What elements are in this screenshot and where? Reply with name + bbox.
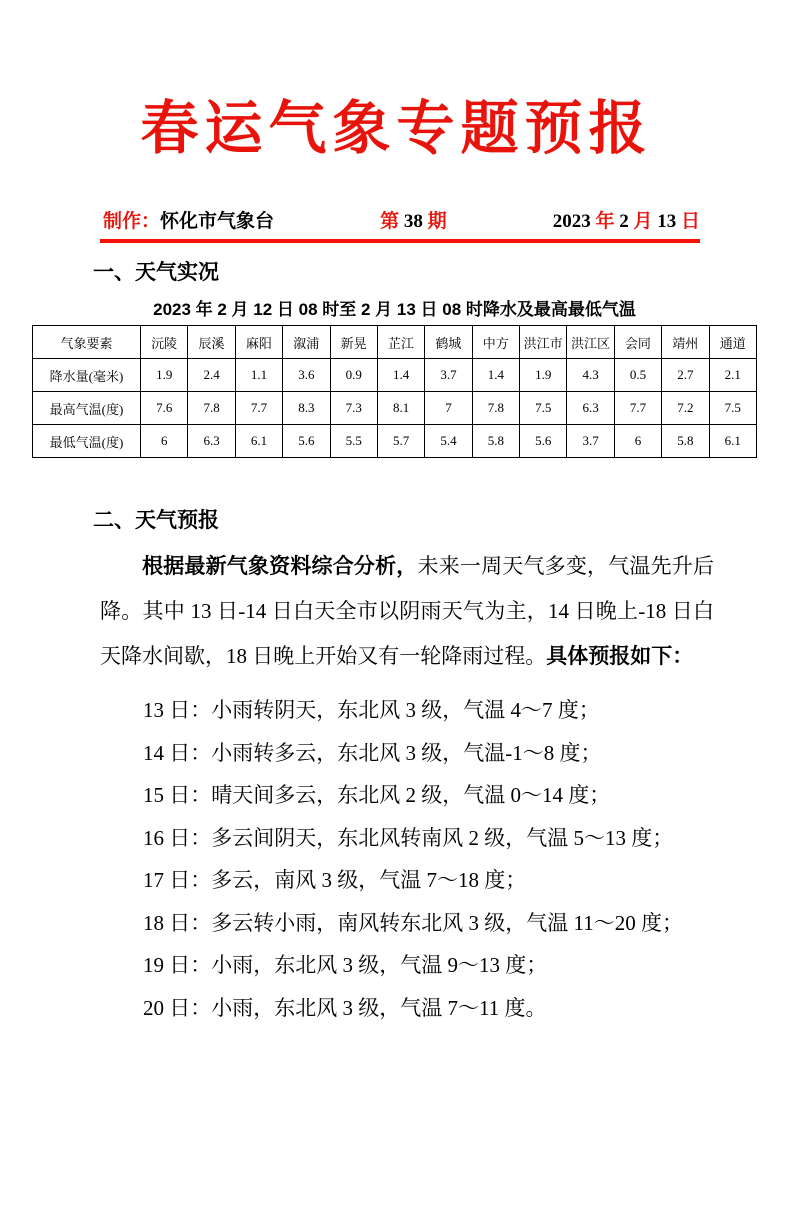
section1-heading: 一、天气实况 [93, 261, 219, 284]
table-cell-value: 1.4 [472, 359, 519, 392]
table-row [33, 392, 757, 425]
table-cell-value: 0.5 [614, 359, 661, 392]
table-cell-value: 1.9 [520, 359, 567, 392]
table-row-label: 降水量(毫米) [33, 359, 141, 392]
date-month: 2 [614, 211, 634, 232]
forecast-item: 16 日：多云间阴天，东北风转南风 2 级，气温 5～13 度； [143, 825, 674, 850]
table-cell-value: 2.4 [188, 359, 235, 392]
table-cell-value: 7.6 [141, 392, 188, 425]
observation-table-body [33, 326, 757, 458]
table-row [33, 359, 757, 392]
forecast-item: 14 日：小雨转多云，东北风 3 级，气温-1～8 度； [143, 740, 602, 765]
table-cell-value: 5.8 [472, 425, 519, 458]
table-cell-value: 5.8 [662, 425, 709, 458]
table-cell-value: 6.1 [709, 425, 757, 458]
forecast-item: 15 日：晴天间多云，东北风 2 级，气温 0～14 度； [143, 783, 611, 807]
table-header-station: 通道 [709, 326, 757, 359]
table-cell-value: 5.6 [520, 425, 567, 458]
producer-value: 怀化市气象台 [160, 211, 275, 232]
issue-value: 38 [399, 211, 428, 232]
table-cell-value: 1.9 [141, 359, 188, 392]
table-cell-value: 8.1 [377, 392, 424, 425]
document-page [0, 86, 793, 1208]
forecast-item: 17 日：多云，南风 3 级，气温 7～18 度； [143, 868, 527, 892]
table-cell-value: 5.6 [283, 425, 330, 458]
table-cell-value: 7.8 [188, 392, 235, 425]
table-cell-value: 7.7 [614, 392, 661, 425]
table-cell-value: 7.2 [662, 392, 709, 425]
table-header-station: 中方 [472, 326, 519, 359]
table-cell-value: 7.5 [520, 392, 567, 425]
observation-table [32, 325, 757, 458]
table-header-station: 麻阳 [235, 326, 282, 359]
table-header-element: 气象要素 [33, 326, 141, 359]
issue-number [380, 206, 447, 233]
forecast-item: 13 日：小雨转阴天，东北风 3 级，气温 4～7 度； [143, 698, 600, 722]
table-cell-value: 3.7 [567, 425, 614, 458]
table-header-station: 沅陵 [141, 326, 188, 359]
masthead-divider-rule [100, 239, 700, 243]
table-header-station: 溆浦 [283, 326, 330, 359]
document-title: 春运气象专题预报 [140, 94, 653, 162]
date-month-unit: 月 [633, 211, 653, 232]
table-cell-value: 5.4 [425, 425, 472, 458]
issue-date [553, 206, 700, 233]
masthead-meta-row [103, 206, 700, 233]
daily-forecast-list [143, 699, 793, 1019]
producer [103, 206, 274, 233]
table-header-station: 靖州 [662, 326, 709, 359]
table-cell-value: 7 [425, 392, 472, 425]
table-header-station: 芷江 [377, 326, 424, 359]
table-header-station: 洪江区 [567, 326, 614, 359]
table-cell-value: 2.7 [662, 359, 709, 392]
table-cell-value: 7.7 [235, 392, 282, 425]
issue-suffix: 期 [427, 211, 447, 232]
table-header-station: 洪江市 [520, 326, 567, 359]
section2-heading: 二、天气预报 [93, 509, 219, 532]
forecast-item: 20 日：小雨，东北风 3 级，气温 7～11 度。 [143, 995, 547, 1020]
forecast-item: 18 日：多云转小雨，南风转东北风 3 级，气温 11～20 度； [143, 910, 683, 935]
table-header-station: 鹤城 [425, 326, 472, 359]
table-cell-value: 7.8 [472, 392, 519, 425]
paragraph-bold-lead: 根据最新气象资料综合分析， [142, 554, 418, 578]
date-day-unit: 日 [680, 211, 700, 232]
table-cell-value: 6 [614, 425, 661, 458]
table-cell-value: 8.3 [283, 392, 330, 425]
producer-label: 制作： [103, 211, 161, 232]
table-row-label: 最低气温(度) [33, 425, 141, 458]
table-cell-value: 6 [141, 425, 188, 458]
table-cell-value: 5.5 [330, 425, 377, 458]
forecast-item: 19 日：小雨，东北风 3 级，气温 9～13 度； [143, 953, 548, 977]
issue-prefix: 第 [380, 211, 400, 232]
table-cell-value: 3.6 [283, 359, 330, 392]
table-cell-value: 1.4 [377, 359, 424, 392]
table-cell-value: 6.3 [567, 392, 614, 425]
table-row-label: 最高气温(度) [33, 392, 141, 425]
table-cell-value: 6.3 [188, 425, 235, 458]
observation-table-caption: 2023 年 2 月 12 日 08 时至 2 月 13 日 08 时降水及最高最低气温 [153, 300, 636, 319]
date-year-unit: 年 [595, 211, 615, 232]
paragraph-bold-tail: 具体预报如下： [546, 644, 694, 668]
table-header-station: 会同 [614, 326, 661, 359]
table-header-station: 新晃 [330, 326, 377, 359]
table-cell-value: 3.7 [425, 359, 472, 392]
table-cell-value: 2.1 [709, 359, 757, 392]
table-row [33, 425, 757, 458]
table-cell-value: 4.3 [567, 359, 614, 392]
table-cell-value: 7.3 [330, 392, 377, 425]
table-header-row [33, 326, 757, 359]
forecast-summary-paragraph [100, 544, 714, 679]
table-cell-value: 6.1 [235, 425, 282, 458]
table-cell-value: 0.9 [330, 359, 377, 392]
table-cell-value: 1.1 [235, 359, 282, 392]
date-day: 13 [652, 211, 681, 232]
paragraph-body: 未来一周天气多变，气温先升后降。其中 13 日-14 日白天全市以阴雨天气为主，14 日晚上-18 日白天降水间歇，18 日晚上开始又有一轮降雨过程。 [100, 554, 714, 668]
table-cell-value: 5.7 [377, 425, 424, 458]
date-year: 2023 [552, 211, 596, 232]
table-header-station: 辰溪 [188, 326, 235, 359]
table-cell-value: 7.5 [709, 392, 757, 425]
